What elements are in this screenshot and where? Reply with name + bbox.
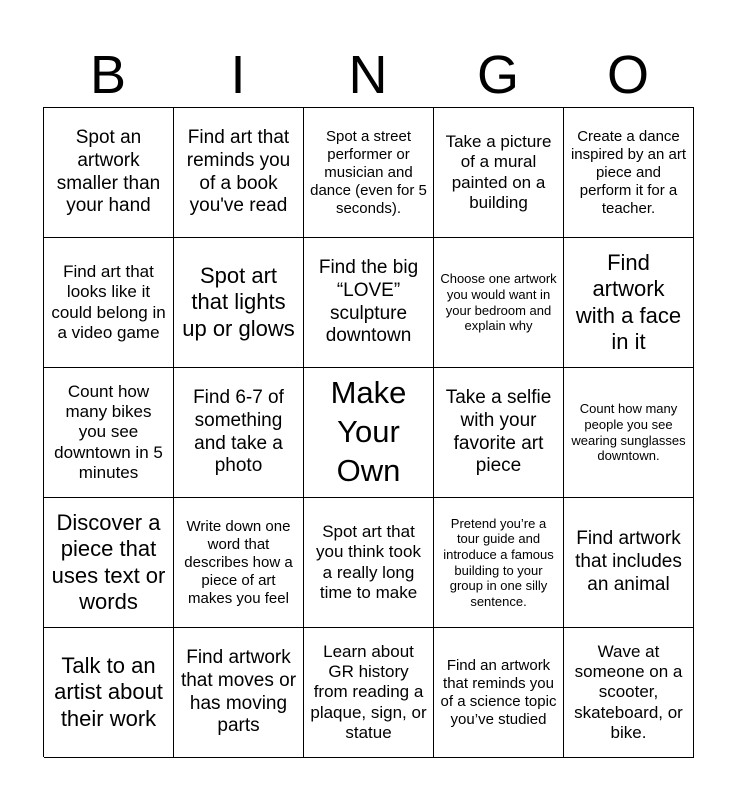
bingo-cell-free-space: Make Your Own	[304, 368, 434, 498]
bingo-cell-r2c1: Find art that looks like it could belong in a video game	[44, 238, 174, 368]
bingo-cell-r4c3: Spot art that you think took a really long time to make	[304, 498, 434, 628]
bingo-cell-r1c1: Spot an artwork smaller than your hand	[44, 108, 174, 238]
bingo-cell-r4c2: Write down one word that describes how a piece of art makes you feel	[174, 498, 304, 628]
bingo-cell-r2c4: Choose one artwork you would want in your bedroom and explain why	[434, 238, 564, 368]
bingo-cell-r3c2: Find 6-7 of something and take a photo	[174, 368, 304, 498]
bingo-cell-r5c5: Wave at someone on a scooter, skateboard, or bike.	[564, 628, 694, 758]
bingo-cell-r2c5: Find artwork with a face in it	[564, 238, 694, 368]
bingo-board	[43, 107, 694, 757]
bingo-cell-r2c2: Spot art that lights up or glows	[174, 238, 304, 368]
bingo-cell-r1c3: Spot a street performer or musician and dance (even for 5 seconds).	[304, 108, 434, 238]
bingo-cell-r4c4: Pretend you’re a tour guide and introduce a famous building to your group in one silly sentence.	[434, 498, 564, 628]
bingo-cell-r1c5: Create a dance inspired by an art piece and perform it for a teacher.	[564, 108, 694, 238]
bingo-cell-r1c2: Find art that reminds you of a book you've read	[174, 108, 304, 238]
header-letter-n: N	[348, 45, 388, 105]
bingo-cell-r2c3: Find the big “LOVE” sculpture downtown	[304, 238, 434, 368]
bingo-cell-r1c4: Take a picture of a mural painted on a building	[434, 108, 564, 238]
bingo-header	[43, 42, 693, 108]
bingo-cell-r3c1: Count how many bikes you see downtown in 5 minutes	[44, 368, 174, 498]
header-letter-b: B	[89, 45, 127, 105]
header-letter-o: O	[606, 45, 649, 105]
header-letter-i: I	[230, 45, 246, 105]
header-letter-g: G	[476, 45, 519, 105]
bingo-cell-r3c5: Count how many people you see wearing sunglasses downtown.	[564, 368, 694, 498]
bingo-cell-r5c1: Talk to an artist about their work	[44, 628, 174, 758]
bingo-cell-r4c5: Find artwork that includes an animal	[564, 498, 694, 628]
bingo-cell-r5c2: Find artwork that moves or has moving parts	[174, 628, 304, 758]
bingo-cell-r5c3: Learn about GR history from reading a plaque, sign, or statue	[304, 628, 434, 758]
bingo-cell-r5c4: Find an artwork that reminds you of a science topic you’ve studied	[434, 628, 564, 758]
bingo-cell-r3c4: Take a selfie with your favorite art piece	[434, 368, 564, 498]
bingo-cell-r4c1: Discover a piece that uses text or words	[44, 498, 174, 628]
